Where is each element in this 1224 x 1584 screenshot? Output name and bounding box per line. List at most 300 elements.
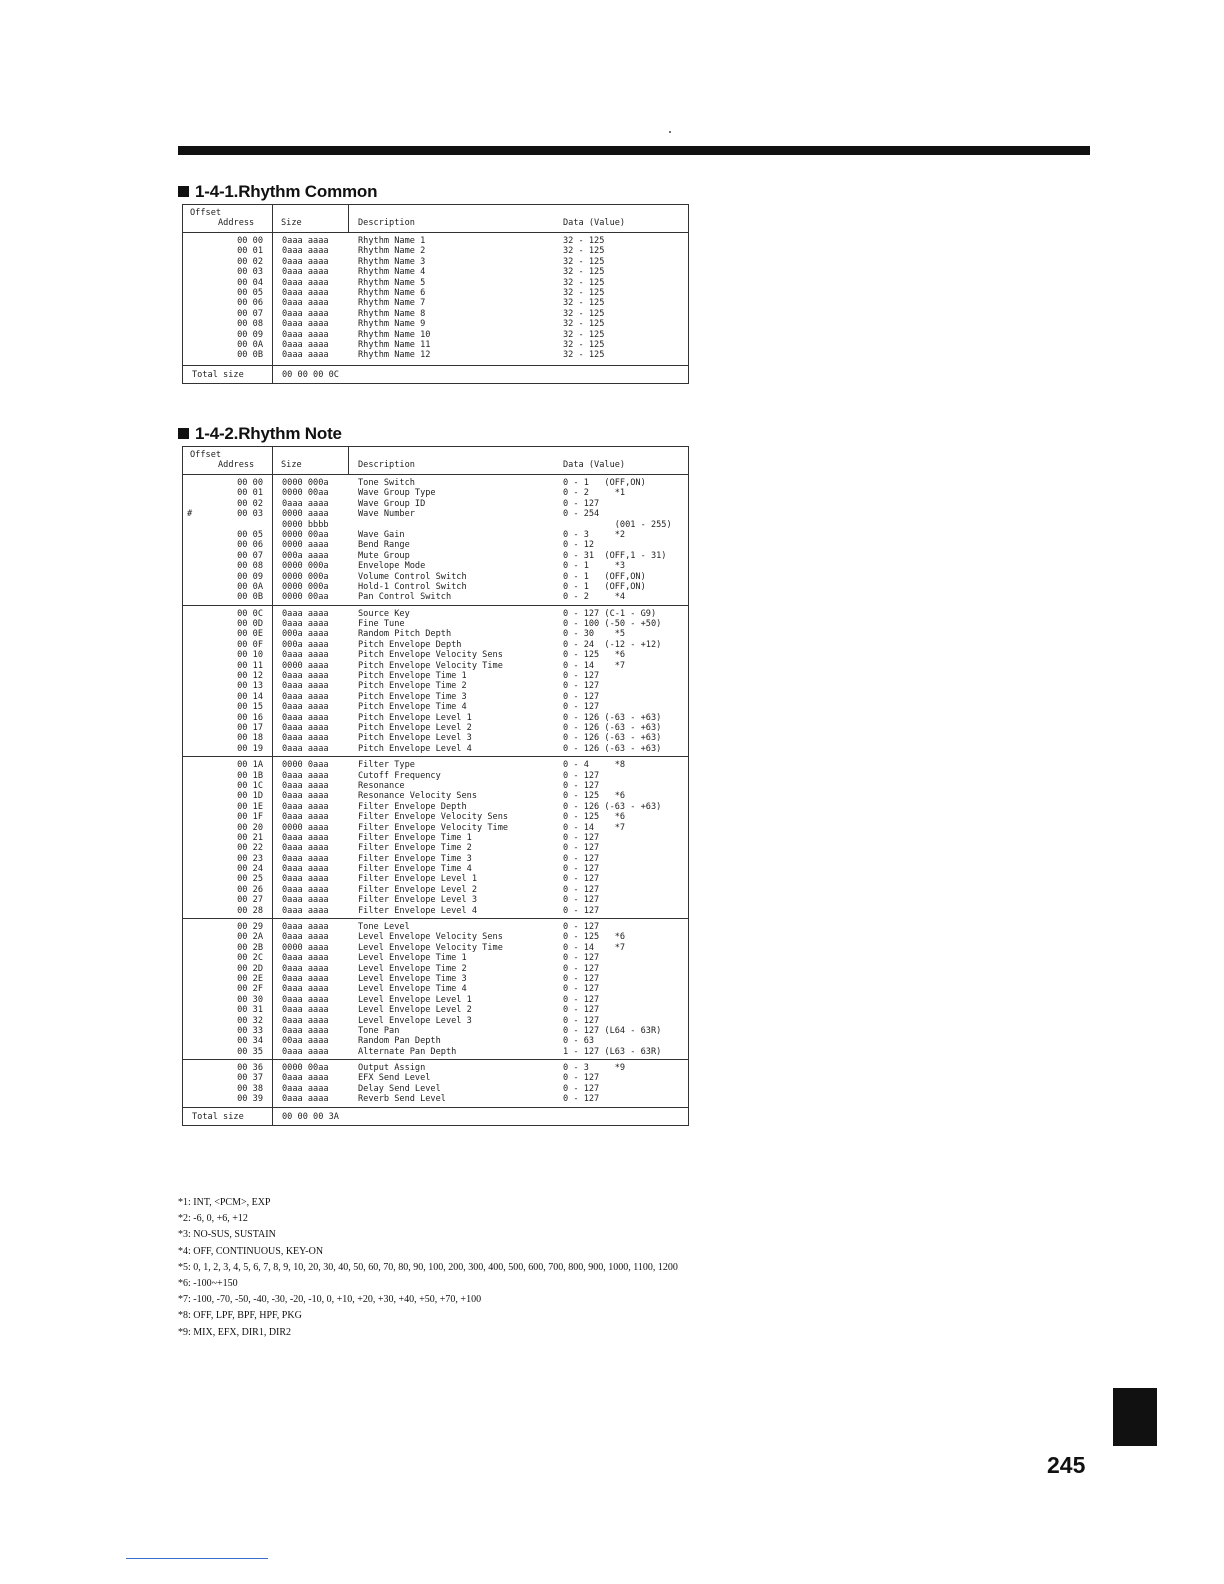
table-row bbox=[183, 760, 688, 770]
row-data: 0 - 127 bbox=[563, 874, 600, 885]
table-row bbox=[183, 650, 688, 660]
row-address: 00 07 bbox=[237, 308, 263, 319]
row-data: 32 - 125 bbox=[563, 350, 605, 361]
row-data: 0 - 126 (-63 - +63) bbox=[563, 743, 662, 754]
row-size: 0aaa aaaa bbox=[282, 277, 329, 288]
row-description: Pitch Envelope Level 2 bbox=[358, 722, 472, 733]
row-group bbox=[183, 605, 688, 756]
row-data: 0 - 127 bbox=[563, 780, 600, 791]
footnote: *2: -6, 0, +6, +12 bbox=[178, 1213, 248, 1225]
footnote: *9: MIX, EFX, DIR1, DIR2 bbox=[178, 1326, 292, 1338]
row-address: 00 0A bbox=[237, 581, 263, 592]
row-description: Wave Group Type bbox=[358, 488, 436, 499]
table-row bbox=[183, 309, 688, 319]
row-description: Rhythm Name 7 bbox=[358, 298, 426, 309]
row-address: 00 02 bbox=[237, 256, 263, 267]
row-address: 00 1C bbox=[237, 780, 263, 791]
row-description: Pitch Envelope Time 3 bbox=[358, 691, 467, 702]
row-size: 0000 000a bbox=[282, 478, 329, 488]
table-row bbox=[183, 330, 688, 340]
table-row bbox=[183, 744, 688, 754]
row-size: 0aaa aaaa bbox=[282, 287, 329, 298]
table-row bbox=[183, 1094, 688, 1104]
footnote: *7: -100, -70, -50, -40, -30, -20, -10, 0, +10, +20, +30, +40, +50, +70, +100 bbox=[178, 1294, 482, 1306]
table-row bbox=[183, 681, 688, 691]
row-description: Level Envelope Level 1 bbox=[358, 994, 472, 1005]
row-description: Pitch Envelope Level 3 bbox=[358, 733, 472, 744]
row-data: 0 - 126 (-63 - +63) bbox=[563, 722, 662, 733]
row-address: 00 2C bbox=[237, 953, 263, 964]
row-description: Filter Envelope Time 4 bbox=[358, 864, 472, 875]
row-address: 00 0F bbox=[237, 639, 263, 650]
top-rule bbox=[178, 146, 1090, 155]
row-size: 0aaa aaaa bbox=[282, 712, 329, 723]
row-description: Level Envelope Time 4 bbox=[358, 984, 467, 995]
row-size: 0000 00aa bbox=[282, 592, 329, 603]
row-description: Tone Pan bbox=[358, 1025, 400, 1036]
speck bbox=[669, 131, 671, 133]
row-data: (001 - 255) bbox=[563, 519, 672, 530]
bullet-square-icon bbox=[178, 186, 189, 197]
row-description: Cutoff Frequency bbox=[358, 770, 441, 781]
section-title: 1-4-1.Rhythm Common bbox=[195, 182, 378, 201]
row-address: 00 05 bbox=[237, 529, 263, 540]
row-description: Rhythm Name 1 bbox=[358, 236, 426, 246]
table-row bbox=[183, 257, 688, 267]
header-description: Description bbox=[358, 460, 415, 470]
row-address: 00 23 bbox=[237, 853, 263, 864]
row-description: Rhythm Name 8 bbox=[358, 308, 426, 319]
row-data: 32 - 125 bbox=[563, 287, 605, 298]
row-data: 32 - 125 bbox=[563, 246, 605, 257]
row-address: 00 19 bbox=[237, 743, 263, 754]
table-row bbox=[183, 350, 688, 360]
table-row bbox=[183, 1063, 688, 1073]
row-address: 00 0E bbox=[237, 629, 263, 640]
section-title: 1-4-2.Rhythm Note bbox=[195, 424, 342, 443]
row-size: 0aaa aaaa bbox=[282, 932, 329, 943]
row-description: Pitch Envelope Depth bbox=[358, 639, 462, 650]
row-size: 0aaa aaaa bbox=[282, 1094, 329, 1105]
row-size: 0aaa aaaa bbox=[282, 691, 329, 702]
row-description: Volume Control Switch bbox=[358, 571, 467, 582]
row-data: 0 - 127 bbox=[563, 498, 600, 509]
row-data: 0 - 126 (-63 - +63) bbox=[563, 801, 662, 812]
row-address: 00 1F bbox=[237, 812, 263, 823]
table-row bbox=[183, 922, 688, 932]
row-size: 0000 000a bbox=[282, 571, 329, 582]
row-address: 00 18 bbox=[237, 733, 263, 744]
row-data: 32 - 125 bbox=[563, 236, 605, 246]
row-address: 00 0B bbox=[237, 592, 263, 603]
row-description: Wave Gain bbox=[358, 529, 405, 540]
row-size: 000a aaaa bbox=[282, 550, 329, 561]
row-address: 00 39 bbox=[237, 1094, 263, 1105]
row-description: Level Envelope Time 2 bbox=[358, 963, 467, 974]
table-row bbox=[183, 1026, 688, 1036]
row-size: 0000 000a bbox=[282, 581, 329, 592]
row-data: 0 - 127 bbox=[563, 1073, 600, 1084]
row-size: 0000 00aa bbox=[282, 488, 329, 499]
row-description: Reverb Send Level bbox=[358, 1094, 446, 1105]
row-size: 0000 aaaa bbox=[282, 942, 329, 953]
header-data: Data (Value) bbox=[563, 460, 626, 470]
row-address: 00 32 bbox=[237, 1015, 263, 1026]
table-row bbox=[183, 1005, 688, 1015]
row-size: 0aaa aaaa bbox=[282, 256, 329, 267]
row-address: 00 1A bbox=[237, 760, 263, 771]
row-description: Rhythm Name 9 bbox=[358, 319, 426, 330]
row-data: 0 - 31 (OFF,1 - 31) bbox=[563, 550, 667, 561]
row-data: 0 - 125 *6 bbox=[563, 650, 626, 661]
row-data: 0 - 63 bbox=[563, 1036, 595, 1047]
row-data: 0 - 125 *6 bbox=[563, 791, 626, 802]
row-description: Rhythm Name 3 bbox=[358, 256, 426, 267]
table-row bbox=[183, 1036, 688, 1046]
row-address: 00 36 bbox=[237, 1063, 263, 1074]
table-body bbox=[183, 233, 688, 365]
row-size: 0aaa aaaa bbox=[282, 922, 329, 933]
row-size: 0000 00aa bbox=[282, 1063, 329, 1074]
row-description: Filter Envelope Level 1 bbox=[358, 874, 477, 885]
row-size: 0aaa aaaa bbox=[282, 498, 329, 509]
row-size: 0aaa aaaa bbox=[282, 743, 329, 754]
row-size: 0aaa aaaa bbox=[282, 895, 329, 906]
table-row bbox=[183, 609, 688, 619]
total-size-label: Total size bbox=[192, 1111, 244, 1122]
row-description: Mute Group bbox=[358, 550, 410, 561]
row-data: 0 - 125 *6 bbox=[563, 932, 626, 943]
row-group bbox=[183, 918, 688, 1059]
row-data: 0 - 127 bbox=[563, 884, 600, 895]
row-description: Filter Envelope Level 3 bbox=[358, 895, 477, 906]
row-size: 0000 aaaa bbox=[282, 540, 329, 551]
row-size: 00aa aaaa bbox=[282, 1036, 329, 1047]
row-address: 00 27 bbox=[237, 895, 263, 906]
row-size: 0000 000a bbox=[282, 561, 329, 572]
row-size: 0aaa aaaa bbox=[282, 994, 329, 1005]
table-row bbox=[183, 520, 688, 530]
row-size: 0aaa aaaa bbox=[282, 650, 329, 661]
row-address: 00 10 bbox=[237, 650, 263, 661]
row-size: 0aaa aaaa bbox=[282, 770, 329, 781]
row-address: 00 1E bbox=[237, 801, 263, 812]
row-address: 00 03 bbox=[237, 267, 263, 278]
footnote: *4: OFF, CONTINUOUS, KEY-ON bbox=[178, 1245, 324, 1257]
row-group bbox=[183, 756, 688, 918]
footnote: *6: -100~+150 bbox=[178, 1278, 238, 1290]
row-data: 0 - 127 bbox=[563, 853, 600, 864]
row-data: 0 - 1 (OFF,ON) bbox=[563, 571, 646, 582]
row-size: 0aaa aaaa bbox=[282, 246, 329, 257]
row-size: 0000 aaaa bbox=[282, 509, 329, 520]
row-address: 00 20 bbox=[237, 822, 263, 833]
row-address: 00 35 bbox=[237, 1046, 263, 1057]
row-size: 0aaa aaaa bbox=[282, 1025, 329, 1036]
row-address: 00 00 bbox=[237, 236, 263, 246]
row-size: 0aaa aaaa bbox=[282, 905, 329, 916]
table-header bbox=[183, 205, 688, 233]
row-description: Filter Envelope Velocity Sens bbox=[358, 812, 509, 823]
row-size: 0aaa aaaa bbox=[282, 812, 329, 823]
row-address: 00 08 bbox=[237, 561, 263, 572]
total-size-value: 00 00 00 3A bbox=[282, 1111, 339, 1122]
table-header bbox=[183, 447, 688, 475]
row-size: 0aaa aaaa bbox=[282, 339, 329, 350]
footnote: *1: INT, <PCM>, EXP bbox=[178, 1197, 271, 1208]
table-row bbox=[183, 864, 688, 874]
table-row bbox=[183, 551, 688, 561]
row-address: 00 06 bbox=[237, 298, 263, 309]
total-size-value: 00 00 00 0C bbox=[282, 369, 339, 380]
row-description: Filter Envelope Velocity Time bbox=[358, 822, 509, 833]
row-address: 00 06 bbox=[237, 540, 263, 551]
row-address: 00 31 bbox=[237, 1005, 263, 1016]
row-size: 0aaa aaaa bbox=[282, 308, 329, 319]
table-row bbox=[183, 319, 688, 329]
row-address: 00 29 bbox=[237, 922, 263, 933]
table-row bbox=[183, 895, 688, 905]
row-data: 0 - 127 bbox=[563, 691, 600, 702]
bullet-square-icon bbox=[178, 428, 189, 439]
table-row bbox=[183, 995, 688, 1005]
row-size: 0aaa aaaa bbox=[282, 619, 329, 630]
table-row bbox=[183, 582, 688, 592]
row-description: Filter Envelope Level 4 bbox=[358, 905, 477, 916]
row-data: 0 - 2 *1 bbox=[563, 488, 626, 499]
row-data: 0 - 127 bbox=[563, 963, 600, 974]
table-row bbox=[183, 478, 688, 488]
total-size-row bbox=[183, 365, 688, 383]
table-row bbox=[183, 1084, 688, 1094]
row-size: 000a aaaa bbox=[282, 629, 329, 640]
table-row bbox=[183, 530, 688, 540]
header-size: Size bbox=[281, 460, 302, 470]
row-data: 0 - 127 bbox=[563, 973, 600, 984]
row-size: 0aaa aaaa bbox=[282, 733, 329, 744]
row-data: 0 - 14 *7 bbox=[563, 660, 626, 671]
row-address: 00 01 bbox=[237, 488, 263, 499]
row-address: 00 38 bbox=[237, 1083, 263, 1094]
total-size-label: Total size bbox=[192, 369, 244, 380]
table-row bbox=[183, 340, 688, 350]
table-row bbox=[183, 984, 688, 994]
row-data: 0 - 30 *5 bbox=[563, 629, 626, 640]
row-address: 00 0A bbox=[237, 339, 263, 350]
row-size: 0aaa aaaa bbox=[282, 884, 329, 895]
row-address: 00 22 bbox=[237, 843, 263, 854]
row-description: Filter Type bbox=[358, 760, 415, 771]
row-size: 0aaa aaaa bbox=[282, 722, 329, 733]
row-data: 0 - 3 *9 bbox=[563, 1063, 626, 1074]
row-description: Pitch Envelope Time 4 bbox=[358, 702, 467, 713]
row-description: Resonance Velocity Sens bbox=[358, 791, 477, 802]
row-data: 32 - 125 bbox=[563, 277, 605, 288]
rhythm-common-table bbox=[182, 204, 689, 384]
row-description: Wave Group ID bbox=[358, 498, 426, 509]
row-description: Level Envelope Level 2 bbox=[358, 1005, 472, 1016]
row-description: Output Assign bbox=[358, 1063, 426, 1074]
table-row bbox=[183, 823, 688, 833]
table-row bbox=[183, 843, 688, 853]
page-number: 245 bbox=[1047, 1452, 1086, 1478]
column-divider bbox=[272, 447, 273, 1125]
table-row bbox=[183, 932, 688, 942]
row-size: 0aaa aaaa bbox=[282, 874, 329, 885]
row-data: 0 - 126 (-63 - +63) bbox=[563, 712, 662, 723]
row-address: 00 04 bbox=[237, 277, 263, 288]
row-data: 0 - 100 (-50 - +50) bbox=[563, 619, 662, 630]
row-address: 00 1D bbox=[237, 791, 263, 802]
row-description: Pitch Envelope Level 4 bbox=[358, 743, 472, 754]
row-size: 0aaa aaaa bbox=[282, 267, 329, 278]
row-size: 0aaa aaaa bbox=[282, 329, 329, 340]
row-description: Wave Number bbox=[358, 509, 415, 520]
row-size: 0aaa aaaa bbox=[282, 1073, 329, 1084]
row-address: 00 37 bbox=[237, 1073, 263, 1084]
row-address: 00 30 bbox=[237, 994, 263, 1005]
row-data: 0 - 127 bbox=[563, 864, 600, 875]
row-description: Alternate Pan Depth bbox=[358, 1046, 457, 1057]
row-address: 00 2D bbox=[237, 963, 263, 974]
row-address: 00 15 bbox=[237, 702, 263, 713]
table-row bbox=[183, 874, 688, 884]
section-heading-rhythm-common bbox=[178, 182, 377, 202]
row-size: 0aaa aaaa bbox=[282, 984, 329, 995]
table-row bbox=[183, 619, 688, 629]
row-data: 0 - 127 bbox=[563, 1083, 600, 1094]
row-address: 00 05 bbox=[237, 287, 263, 298]
row-address: 00 14 bbox=[237, 691, 263, 702]
row-size: 0000 00aa bbox=[282, 529, 329, 540]
row-description: Delay Send Level bbox=[358, 1083, 441, 1094]
row-size: 0000 0aaa bbox=[282, 760, 329, 771]
row-size: 0aaa aaaa bbox=[282, 1083, 329, 1094]
row-description: Random Pitch Depth bbox=[358, 629, 452, 640]
row-size: 0aaa aaaa bbox=[282, 864, 329, 875]
table-body bbox=[183, 475, 688, 1107]
row-description: Tone Level bbox=[358, 922, 410, 933]
row-size: 0aaa aaaa bbox=[282, 973, 329, 984]
row-size: 0aaa aaaa bbox=[282, 681, 329, 692]
row-address: 00 1B bbox=[237, 770, 263, 781]
footnotes bbox=[178, 1195, 678, 1341]
table-row bbox=[183, 733, 688, 743]
footnote: *8: OFF, LPF, BPF, HPF, PKG bbox=[178, 1310, 302, 1322]
table-row bbox=[183, 802, 688, 812]
header-description: Description bbox=[358, 218, 415, 228]
row-description: Filter Envelope Time 1 bbox=[358, 832, 472, 843]
row-data: 32 - 125 bbox=[563, 308, 605, 319]
row-data: 0 - 127 bbox=[563, 1015, 600, 1026]
row-address: 00 2F bbox=[237, 984, 263, 995]
header-offset: Offset bbox=[190, 450, 222, 460]
row-size: 0aaa aaaa bbox=[282, 1015, 329, 1026]
table-row bbox=[183, 561, 688, 571]
row-data: 0 - 254 bbox=[563, 509, 600, 520]
row-data: 0 - 127 bbox=[563, 770, 600, 781]
row-description: Filter Envelope Time 2 bbox=[358, 843, 472, 854]
header-size: Size bbox=[281, 218, 302, 228]
row-address: 00 13 bbox=[237, 681, 263, 692]
table-row bbox=[183, 1073, 688, 1083]
row-address: 00 0C bbox=[237, 608, 263, 619]
row-data: 0 - 14 *7 bbox=[563, 822, 626, 833]
row-description: Rhythm Name 4 bbox=[358, 267, 426, 278]
row-data: 0 - 127 bbox=[563, 671, 600, 682]
table-row bbox=[183, 278, 688, 288]
table-row bbox=[183, 298, 688, 308]
header-address: Address bbox=[218, 460, 255, 470]
row-description: Pitch Envelope Velocity Sens bbox=[358, 650, 503, 661]
row-description: Rhythm Name 11 bbox=[358, 339, 431, 350]
row-address: 00 2B bbox=[237, 942, 263, 953]
table-row bbox=[183, 791, 688, 801]
row-address: 00 0B bbox=[237, 350, 263, 361]
row-data: 1 - 127 (L63 - 63R) bbox=[563, 1046, 662, 1057]
row-description: Pitch Envelope Level 1 bbox=[358, 712, 472, 723]
table-row bbox=[183, 236, 688, 246]
table-row bbox=[183, 953, 688, 963]
row-data: 0 - 126 (-63 - +63) bbox=[563, 733, 662, 744]
row-description: Level Envelope Time 3 bbox=[358, 973, 467, 984]
table-row bbox=[183, 771, 688, 781]
row-data: 0 - 127 bbox=[563, 832, 600, 843]
row-address: 00 2E bbox=[237, 973, 263, 984]
row-description: Rhythm Name 5 bbox=[358, 277, 426, 288]
row-description: Level Envelope Time 1 bbox=[358, 953, 467, 964]
header-address: Address bbox=[218, 218, 255, 228]
row-data: 0 - 1 (OFF,ON) bbox=[563, 478, 646, 488]
row-description: Tone Switch bbox=[358, 478, 415, 488]
row-data: 0 - 127 bbox=[563, 984, 600, 995]
row-description: Filter Envelope Time 3 bbox=[358, 853, 472, 864]
row-size: 0aaa aaaa bbox=[282, 236, 329, 246]
bottom-rule bbox=[126, 1558, 268, 1559]
row-size: 0aaa aaaa bbox=[282, 298, 329, 309]
table-row bbox=[183, 499, 688, 509]
row-size: 000a aaaa bbox=[282, 639, 329, 650]
table-row bbox=[183, 781, 688, 791]
row-data: 32 - 125 bbox=[563, 267, 605, 278]
row-address: 00 17 bbox=[237, 722, 263, 733]
row-address: 00 26 bbox=[237, 884, 263, 895]
header-data: Data (Value) bbox=[563, 218, 626, 228]
table-row bbox=[183, 640, 688, 650]
page-tab-marker bbox=[1113, 1388, 1157, 1446]
row-description: Rhythm Name 6 bbox=[358, 287, 426, 298]
row-size: 0000 bbbb bbox=[282, 519, 329, 530]
rhythm-note-table bbox=[182, 446, 689, 1126]
row-address: 00 16 bbox=[237, 712, 263, 723]
row-description: Filter Envelope Depth bbox=[358, 801, 467, 812]
row-data: 0 - 24 (-12 - +12) bbox=[563, 639, 662, 650]
row-data: 0 - 127 bbox=[563, 922, 600, 933]
table-row bbox=[183, 1016, 688, 1026]
row-data: 32 - 125 bbox=[563, 329, 605, 340]
row-address: 00 09 bbox=[237, 329, 263, 340]
row-size: 0aaa aaaa bbox=[282, 963, 329, 974]
table-row bbox=[183, 702, 688, 712]
row-description: Pan Control Switch bbox=[358, 592, 452, 603]
table-row bbox=[183, 692, 688, 702]
row-data: 0 - 127 (L64 - 63R) bbox=[563, 1025, 662, 1036]
row-size: 0aaa aaaa bbox=[282, 853, 329, 864]
row-address: 00 03 bbox=[237, 509, 263, 520]
row-description: Level Envelope Velocity Time bbox=[358, 942, 503, 953]
row-address: 00 11 bbox=[237, 660, 263, 671]
row-size: 0aaa aaaa bbox=[282, 350, 329, 361]
